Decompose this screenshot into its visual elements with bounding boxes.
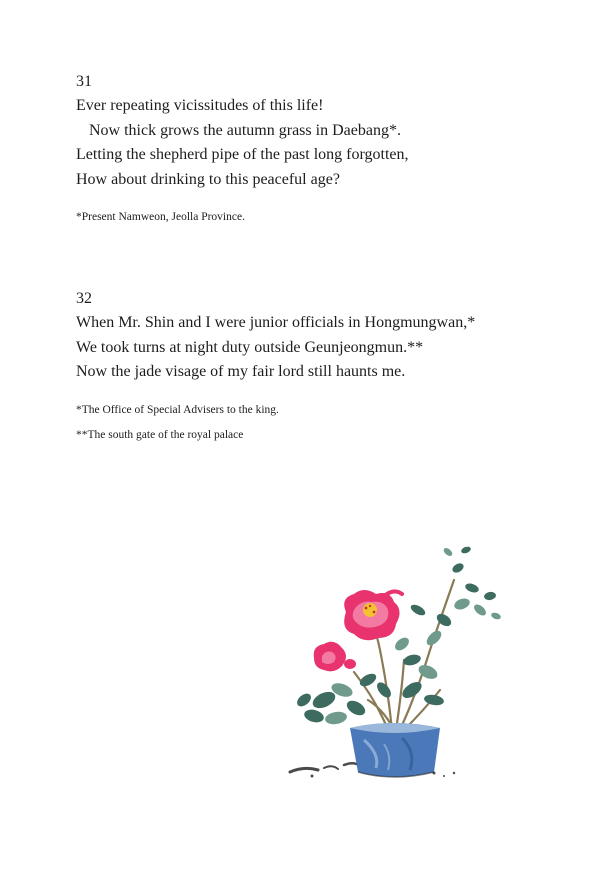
poem-line: When Mr. Shin and I were junior officials in Hongmungwan,* bbox=[76, 314, 476, 331]
poem-32 bbox=[76, 289, 576, 442]
poem-number: 31 bbox=[76, 73, 92, 90]
poem-31 bbox=[76, 72, 576, 224]
poem-line: We took turns at night duty outside Geunjeongmun.** bbox=[76, 338, 424, 356]
peony-flower-large bbox=[344, 590, 402, 640]
potted-peony-painting-icon bbox=[284, 540, 516, 782]
footnote: *Present Namweon, Jeolla Province. bbox=[76, 211, 245, 223]
poem-line: Now the jade visage of my fair lord still haunts me. bbox=[76, 363, 406, 380]
footnote: **The south gate of the royal palace bbox=[76, 428, 244, 441]
poem-number: 32 bbox=[76, 290, 92, 307]
poem-line: Ever repeating vicissitudes of this life! bbox=[76, 97, 324, 114]
footnotes bbox=[76, 403, 576, 442]
flower-pot bbox=[350, 723, 440, 777]
poem-line: Now thick grows the autumn grass in Daebang*. bbox=[89, 121, 401, 139]
poem-line: Letting the shepherd pipe of the past long forgotten, bbox=[76, 146, 409, 163]
footnote: *The Office of Special Advisers to the king. bbox=[76, 403, 279, 416]
peony-flower-small bbox=[314, 642, 346, 672]
footnotes bbox=[76, 210, 576, 224]
leaves bbox=[295, 545, 502, 725]
poem-line: How about drinking to this peaceful age? bbox=[76, 170, 340, 188]
peony-bud bbox=[344, 659, 356, 669]
